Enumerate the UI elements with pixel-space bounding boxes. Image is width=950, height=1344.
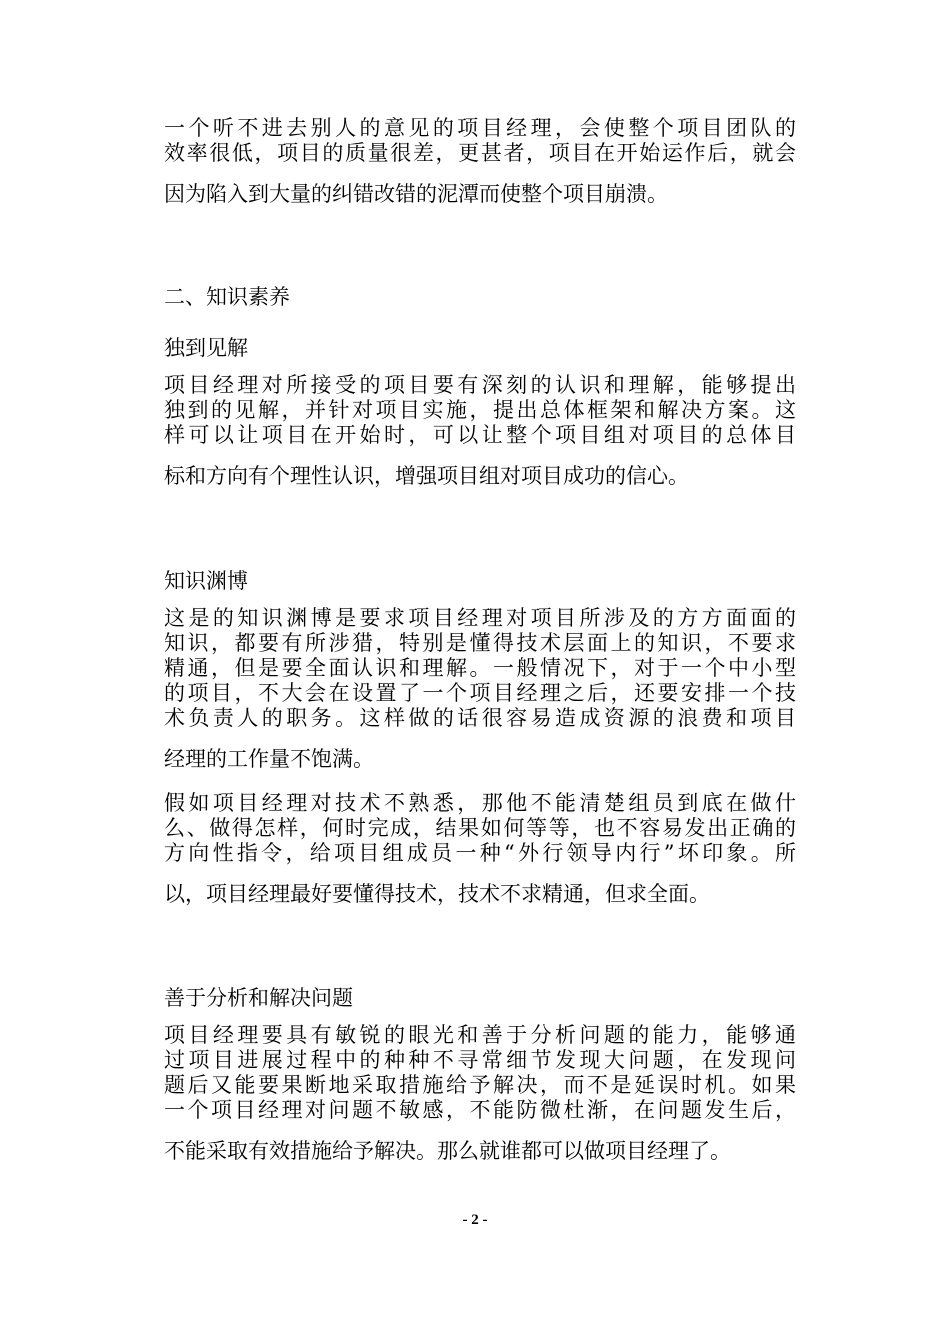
intro-paragraph — [164, 116, 796, 207]
paragraph-line: 样可以让项目在开始时，可以让整个项目组对项目的总体目 — [164, 423, 796, 447]
subsection-title-analysis: 善于分析和解决问题 — [164, 986, 353, 1010]
paragraph-line: 一个项目经理对问题不敏感，不能防微杜渐，在问题发生后， — [164, 1098, 796, 1122]
knowledge-paragraph-2 — [164, 791, 796, 907]
paragraph-line: 以，项目经理最好要懂得技术，技术不求精通，但求全面。 — [164, 882, 710, 906]
insight-paragraph — [164, 373, 796, 489]
paragraph-line: 标和方向有个理性认识，增强项目组对项目成功的信心。 — [164, 464, 689, 488]
analysis-paragraph — [164, 1023, 796, 1164]
paragraph-line: 因为陷入到大量的纠错改错的泥潭而使整个项目崩溃。 — [164, 182, 668, 206]
section-title: 二、知识素养 — [164, 285, 290, 309]
paragraph-line: 精通，但是要全面认识和理解。一般情况下，对于一个中小型 — [164, 656, 796, 680]
paragraph-line: 假如项目经理对技术不熟悉，那他不能清楚组员到底在做什 — [164, 791, 796, 815]
paragraph-line: 方向性指令，给项目组成员一种“外行领导内行”坏印象。所 — [164, 841, 796, 865]
paragraph-line: 经理的工作量不饱满。 — [164, 747, 374, 771]
paragraph-line: 一个听不进去别人的意见的项目经理，会使整个项目团队的 — [164, 116, 796, 140]
paragraph-line: 不能采取有效措施给予解决。那么就谁都可以做项目经理了。 — [164, 1139, 731, 1163]
paragraph-line: 的项目，不大会在设置了一个项目经理之后，还要安排一个技 — [164, 681, 796, 705]
subsection-title-insight: 独到见解 — [164, 336, 248, 360]
paragraph-line: 题后又能要果断地采取措施给予解决，而不是延误时机。如果 — [164, 1073, 796, 1097]
paragraph-line: 么、做得怎样，何时完成，结果如何等等，也不容易发出正确的 — [164, 816, 796, 840]
paragraph-line: 项目经理要具有敏锐的眼光和善于分析问题的能力，能够通 — [164, 1023, 796, 1047]
paragraph-line: 过项目进展过程中的种种不寻常细节发现大问题，在发现问 — [164, 1048, 796, 1072]
paragraph-line: 独到的见解，并针对项目实施，提出总体框架和解决方案。这 — [164, 398, 796, 422]
paragraph-line: 术负责人的职务。这样做的话很容易造成资源的浪费和项目 — [164, 706, 796, 730]
paragraph-line: 项目经理对所接受的项目要有深刻的认识和理解，能够提出 — [164, 373, 796, 397]
subsection-title-knowledge: 知识渊博 — [164, 569, 248, 593]
page-number: - 2 - — [462, 1212, 488, 1228]
paragraph-line: 这是的知识渊博是要求项目经理对项目所涉及的方方面面的 — [164, 606, 796, 630]
knowledge-paragraph-1 — [164, 606, 796, 772]
paragraph-line: 效率很低，项目的质量很差，更甚者，项目在开始运作后，就会 — [164, 141, 796, 165]
paragraph-line: 知识，都要有所涉猎，特别是懂得技术层面上的知识，不要求 — [164, 631, 796, 655]
